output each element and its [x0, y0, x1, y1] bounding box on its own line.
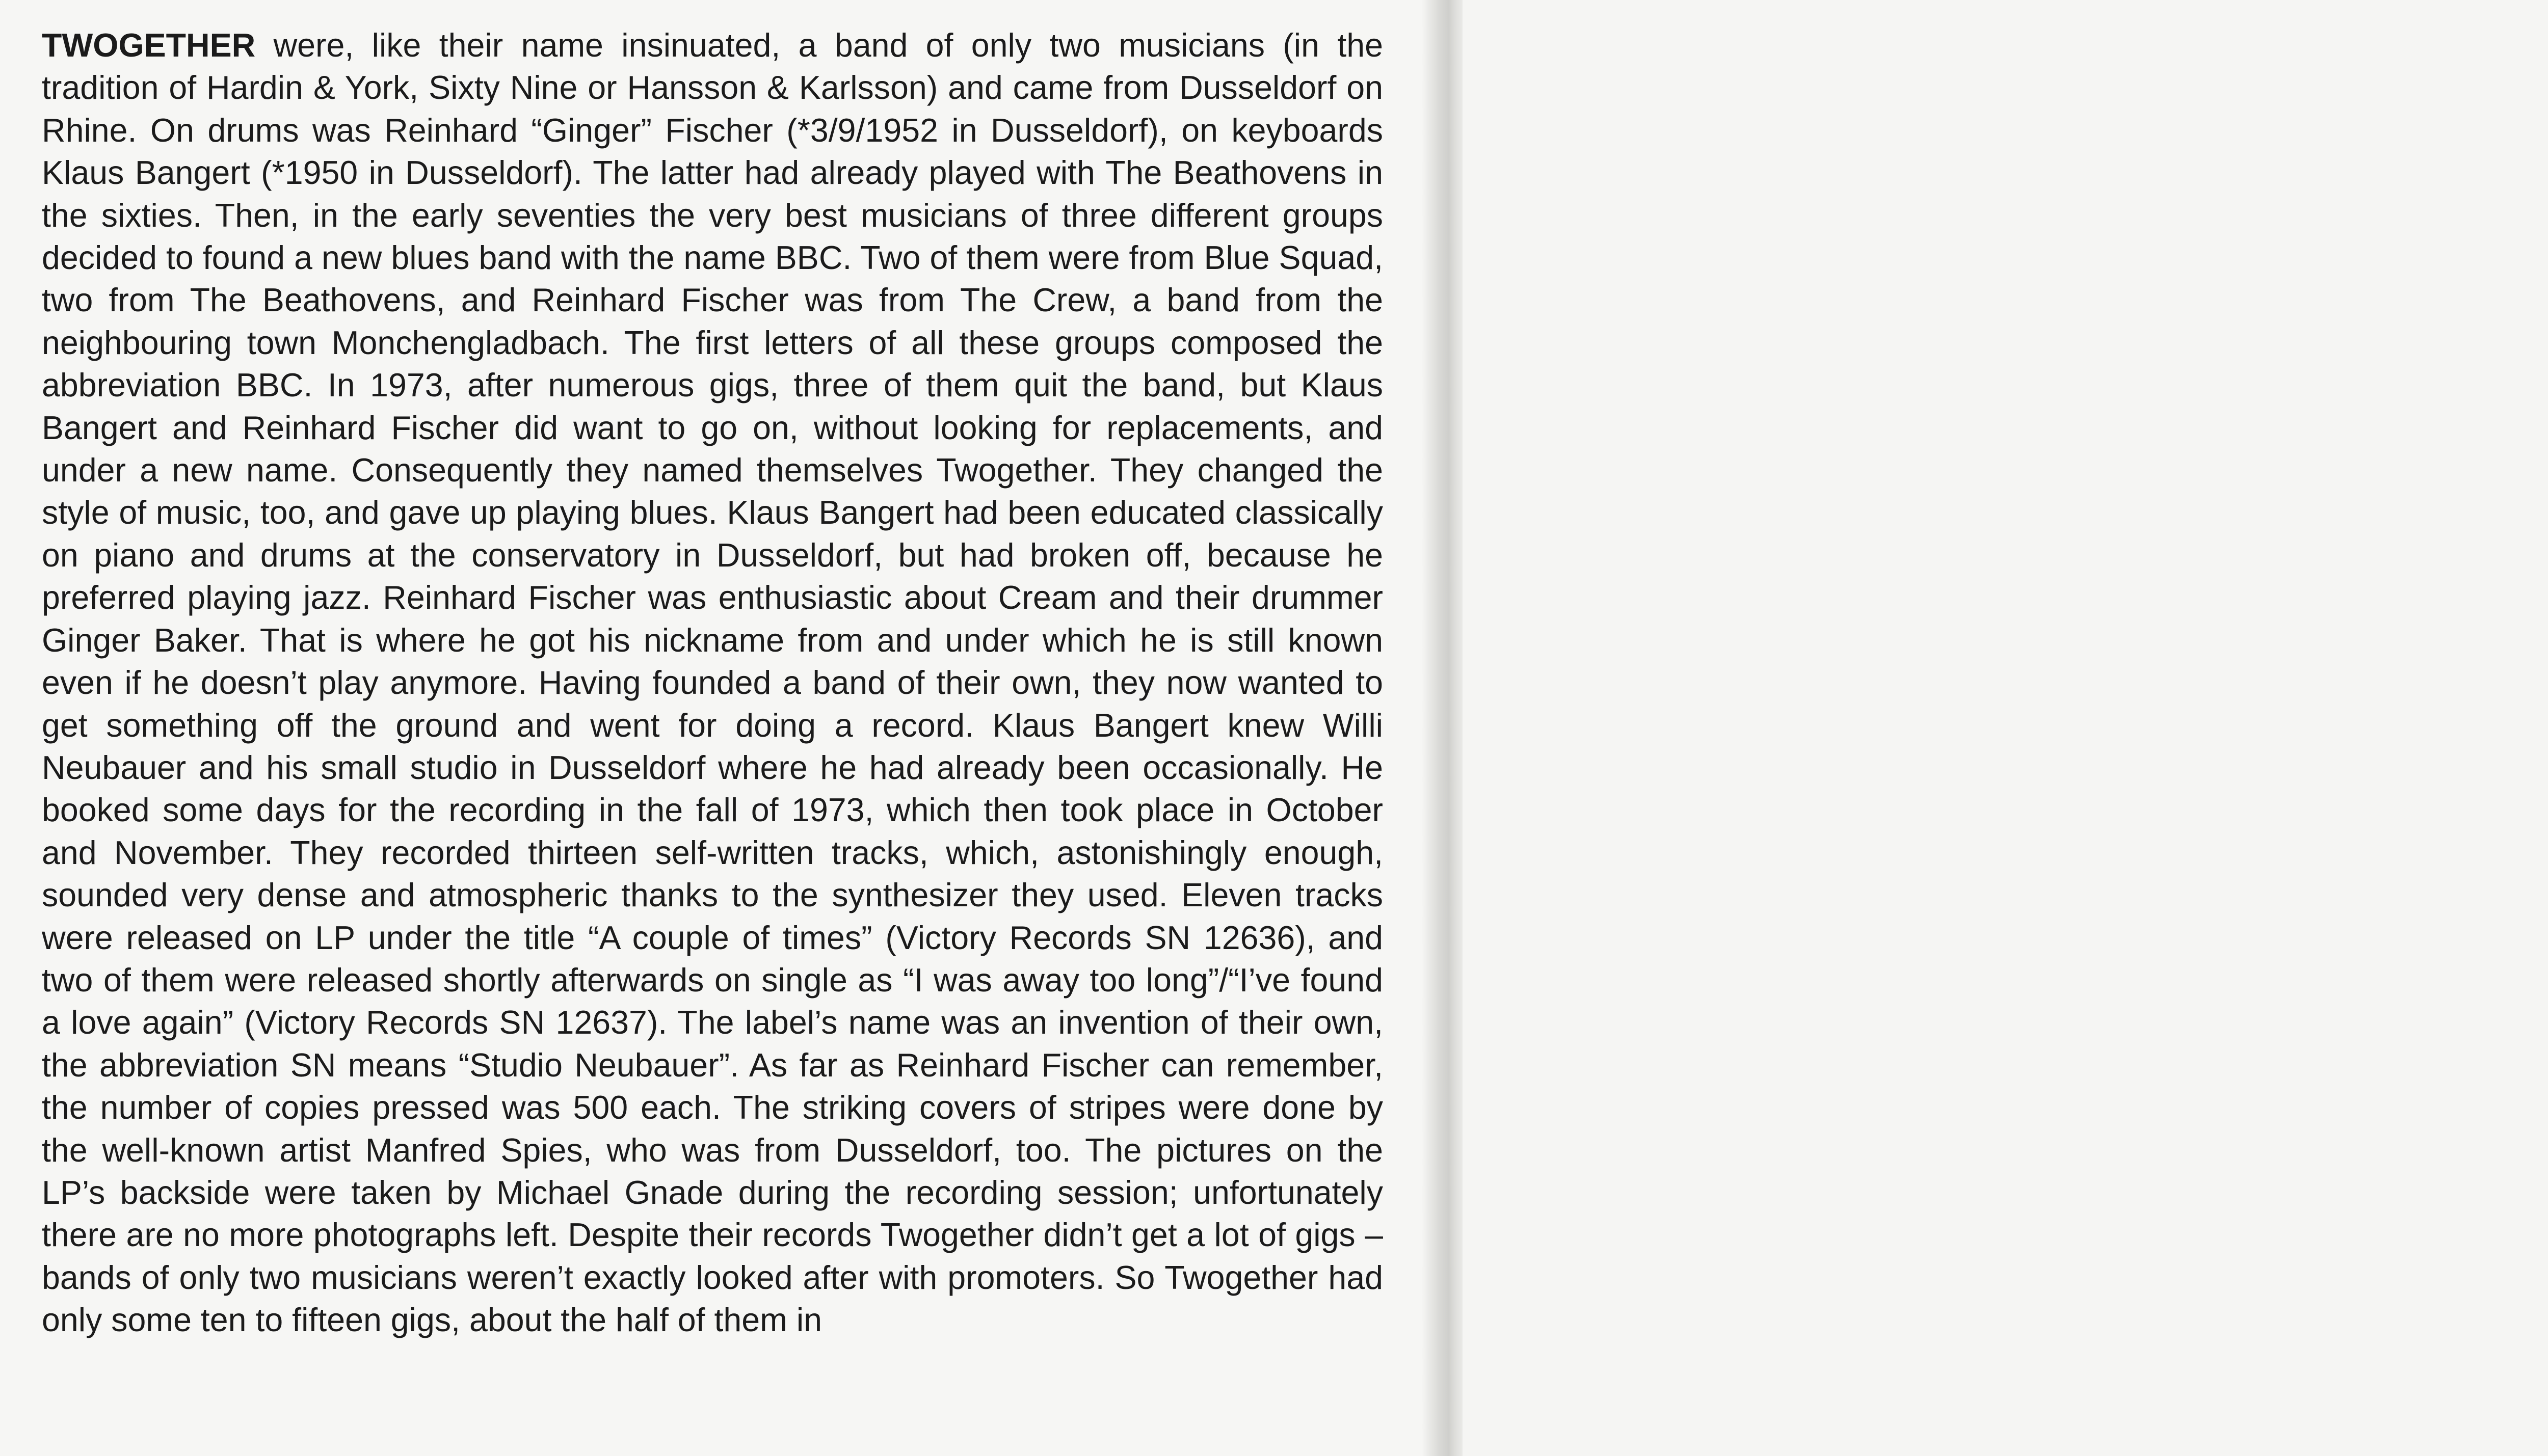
left-page-text: [42, 24, 1383, 1342]
band-name: TWOGETHER: [42, 27, 256, 64]
right-page: [1463, 0, 2548, 1456]
left-paragraph: were, like their name insinuated, a band of only two musicians (in the tradition of Hardin & York, Sixty Nine or Hansson & Karlsson) and came from Dusseldorf on Rhine. On drums was Reinhard “Ginger” Fischer (*3/9/1952 in Dusseldorf), on keyboards Klaus Bangert (*1950 in Dusseldorf). The latter had already played with The Beathovens in the sixties. Then, in the early seventies the very best musicians of three different groups decided to found a new blues band with the name BBC. Two of them were from Blue Squad, two from The Beathovens, and Reinhard Fischer was from The Crew, a band from the neighbouring town Monchengladbach. The first letters of all these groups composed the abbreviation BBC. In 1973, after numerous gigs, three of them quit the band, but Klaus Bangert and Reinhard Fischer did want to go on, without looking for replacements, and under a new name. Consequently they named themselves Twogether. They changed the style of music, too, and gave up playing blues. Klaus Bangert had been educated classically on piano and drums at the conservatory in Dusseldorf, but had broken off, because he preferred playing jazz. Reinhard Fischer was enthusiastic about Cream and their drummer Ginger Baker. That is where he got his nickname from and under which he is still known even if he doesn’t play anymore. Having founded a band of their own, they now wanted to get something off the ground and went for doing a record. Klaus Bangert knew Willi Neubauer and his small studio in Dusseldorf where he had already been occasionally. He booked some days for the recording in the fall of 1973, which then took place in October and November. They recorded thirteen self-written tracks, which, astonishingly enough, sounded very dense and atmospheric thanks to the synthesizer they used. Eleven tracks were released on LP under the title “A couple of times” (Victory Records SN 12636), and two of them were released shortly afterwards on single as “I was away too long”/“I’ve found a love again” (Victory Records SN 12637). The label’s name was an invention of their own, the abbreviation SN means “Studio Neubauer”. As far as Reinhard Fischer can remember, the number of copies pressed was 500 each. The striking covers of stripes were done by the well-known artist Manfred Spies, who was from Dusseldorf, too. The pictures on the LP’s backside were taken by Michael Gnade during the recording session; unfortunately there are no more photographs left. Despite their records Twogether didn’t get a lot of gigs – bands of only two musicians weren’t exactly looked after with promoters. So Twogether had only some ten to fifteen gigs, about the half of them in: [42, 27, 1383, 1339]
